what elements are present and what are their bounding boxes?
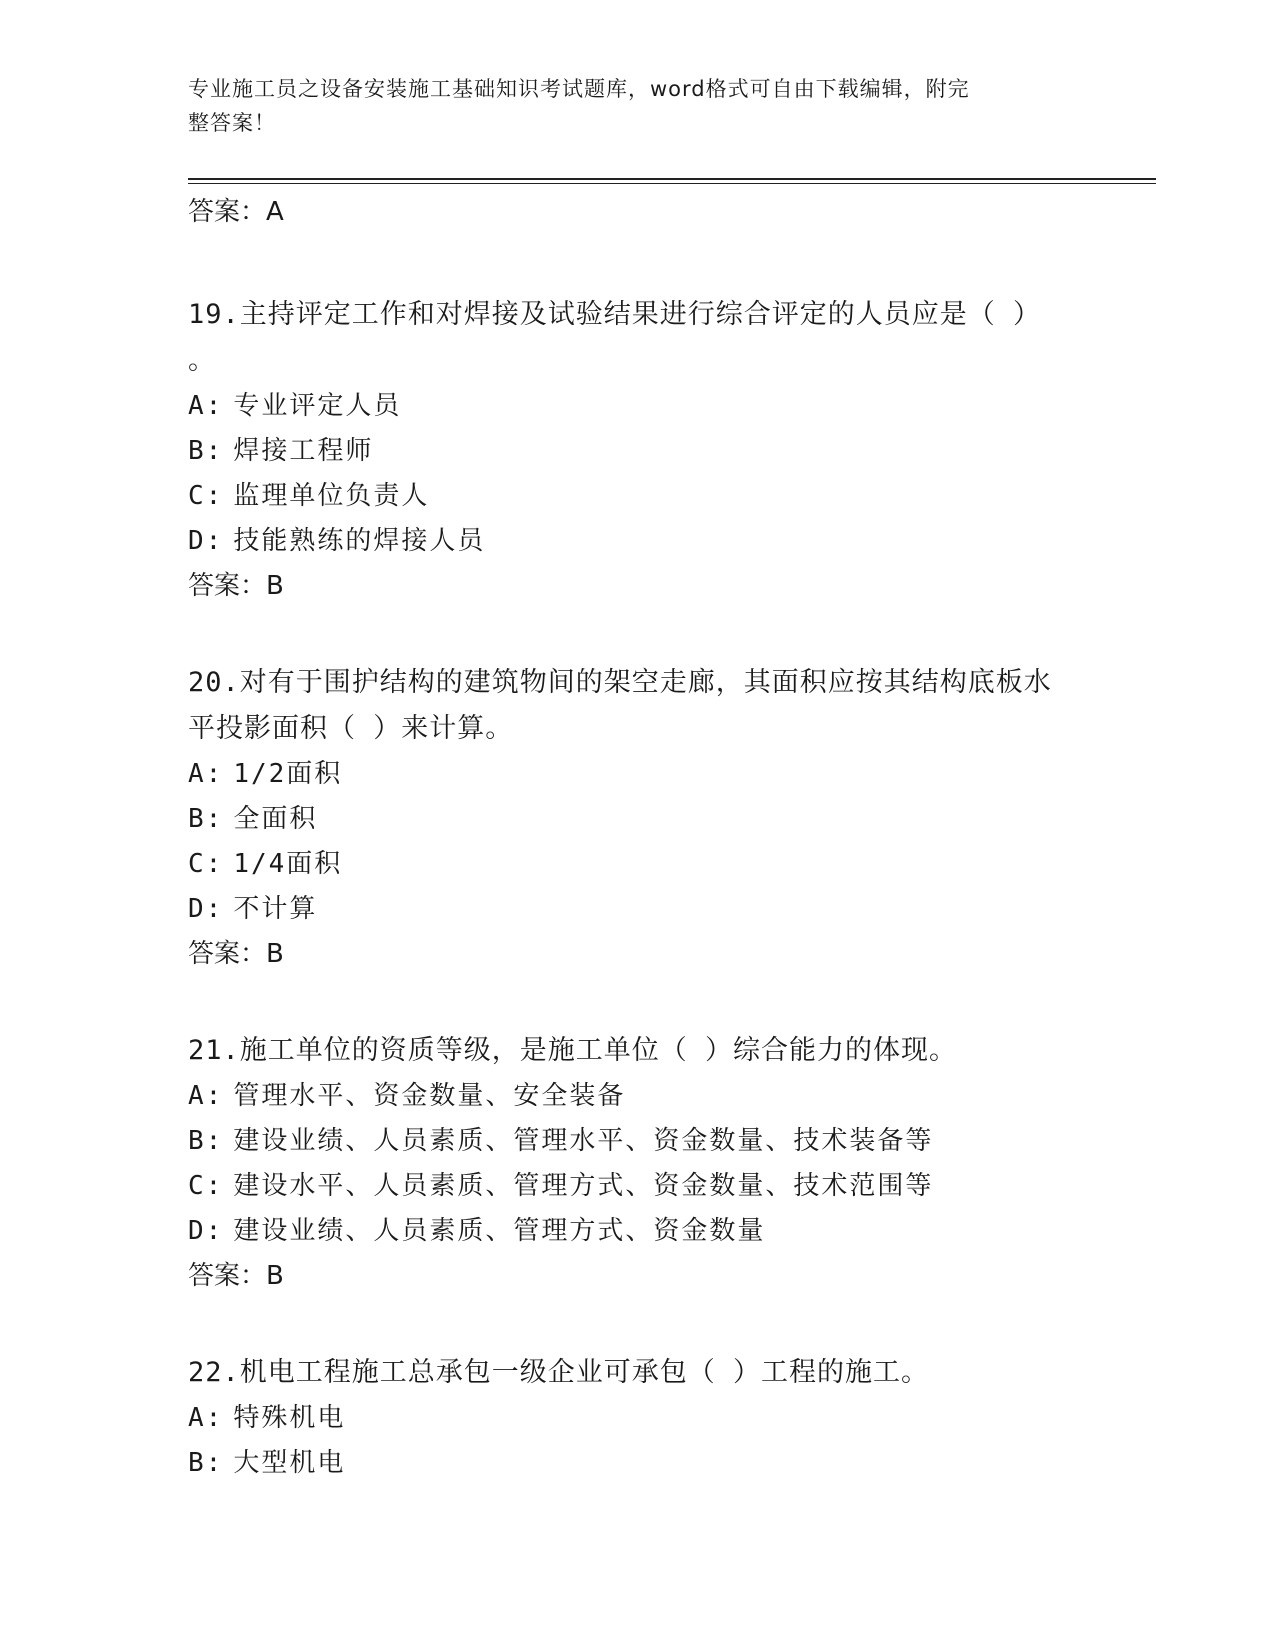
option-text: 1/4面积 (233, 849, 343, 879)
option-text: 全面积 (233, 804, 318, 834)
option-a (188, 1396, 1088, 1441)
option-key: C: (188, 1171, 224, 1201)
option-a (188, 1074, 1088, 1119)
header-line-1: 专业施工员之设备安装施工基础知识考试题库，word格式可自由下载编辑，附完 (188, 77, 970, 101)
option-text: 不计算 (233, 894, 318, 924)
option-key: D: (188, 1216, 224, 1246)
option-b (188, 429, 1088, 474)
option-c (188, 1164, 1088, 1209)
question-text-line-1: 22.机电工程施工总承包一级企业可承包（ ）工程的施工。 (188, 1357, 930, 1388)
option-d (188, 1209, 1088, 1254)
option-d (188, 887, 1088, 932)
option-c (188, 842, 1088, 887)
question-text-line-2: 。 (188, 345, 216, 376)
header-divider-thick (188, 178, 1156, 180)
option-text: 特殊机电 (233, 1403, 346, 1433)
option-key: A: (188, 1081, 224, 1111)
option-d (188, 519, 1088, 564)
question-22 (188, 1350, 1088, 1486)
option-c (188, 474, 1088, 519)
answer: 答案：B (188, 1261, 284, 1291)
option-b (188, 1119, 1088, 1164)
header-divider-thin (188, 183, 1156, 184)
option-text: 焊接工程师 (233, 436, 374, 466)
answer: 答案：B (188, 571, 284, 601)
option-key: A: (188, 1403, 224, 1433)
answer: 答案：B (188, 939, 284, 969)
question-text-line-1: 19.主持评定工作和对焊接及试验结果进行综合评定的人员应是（ ） (188, 299, 1042, 330)
option-key: D: (188, 526, 224, 556)
option-text: 建设业绩、人员素质、管理方式、资金数量 (233, 1216, 766, 1246)
header-line-2: 整答案！ (188, 111, 276, 135)
question-20 (188, 660, 1088, 976)
option-text: 大型机电 (233, 1448, 346, 1478)
option-key: A: (188, 391, 224, 421)
option-text: 管理水平、资金数量、安全装备 (233, 1081, 626, 1111)
option-text: 1/2面积 (233, 759, 343, 789)
option-key: C: (188, 481, 224, 511)
option-a (188, 752, 1088, 797)
option-b (188, 1441, 1088, 1486)
option-key: B: (188, 804, 224, 834)
previous-answer: 答案：A (188, 197, 284, 227)
option-key: C: (188, 849, 224, 879)
option-text: 建设业绩、人员素质、管理水平、资金数量、技术装备等 (233, 1126, 934, 1156)
option-text: 技能熟练的焊接人员 (233, 526, 486, 556)
option-text: 监理单位负责人 (233, 481, 430, 511)
question-list (188, 190, 1088, 1538)
option-text: 建设水平、人员素质、管理方式、资金数量、技术范围等 (233, 1171, 934, 1201)
option-key: D: (188, 894, 224, 924)
question-text-line-2: 平投影面积（ ）来计算。 (188, 713, 514, 744)
question-text-line-1: 21.施工单位的资质等级，是施工单位（ ）综合能力的体现。 (188, 1035, 958, 1066)
option-key: B: (188, 1126, 224, 1156)
option-key: B: (188, 1448, 224, 1478)
question-19 (188, 292, 1088, 608)
document-header (188, 72, 1068, 140)
option-key: A: (188, 759, 224, 789)
option-text: 专业评定人员 (233, 391, 402, 421)
option-key: B: (188, 436, 224, 466)
option-a (188, 384, 1088, 429)
question-21 (188, 1028, 1088, 1298)
question-text-line-1: 20.对有于围护结构的建筑物间的架空走廊，其面积应按其结构底板水 (188, 667, 1052, 698)
option-b (188, 797, 1088, 842)
